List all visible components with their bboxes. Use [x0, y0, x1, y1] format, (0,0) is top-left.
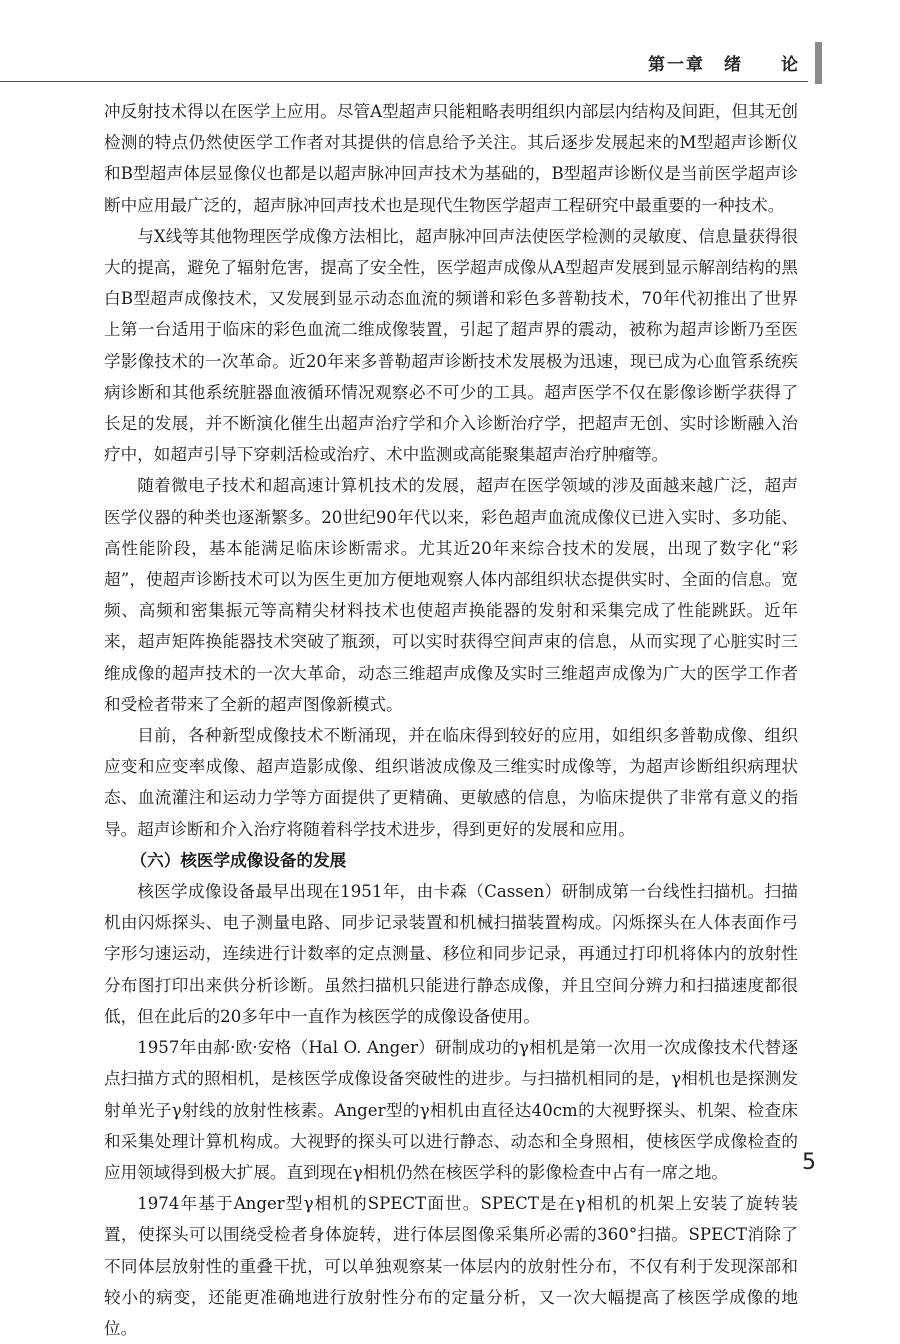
paragraph: 目前，各种新型成像技术不断涌现，并在临床得到较好的应用，如组织多普勒成像、组织应变和应变率成像、超声造影成像、组织谐波成像及三维实时成像等，为超声诊断组织病理状态、血流灌注和运动力学等方面提供了更精确、更敏感的信息，为临床提供了非常有意义的指导。超声诊断和介入治疗将随着科学技术进步，得到更好的发展和应用。 — [104, 726, 798, 839]
paragraph: 核医学成像设备最早出现在1951年，由卡森（Cassen）研制成第一台线性扫描机。扫描机由闪烁探头、电子测量电路、同步记录装置和机械扫描装置构成。闪烁探头在人体表面作弓字形匀速运动，连续进行计数率的定点测量、移位和同步记录，再通过打印机将体内的放射性分布图打印出来供分析诊断。虽然扫描机只能进行静态成像，并且空间分辨力和扫描速度都很低，但在此后的20多年中一直作为核医学的成像设备使用。 — [104, 882, 798, 1026]
page-body — [104, 96, 798, 1344]
paragraph: 随着微电子技术和超高速计算机技术的发展，超声在医学领域的涉及面越来越广泛，超声医学仪器的种类也逐渐繁多。20世纪90年代以来，彩色超声血流成像仪已进入实时、多功能、高性能阶段，基本能满足临床诊断需求。尤其近20年来综合技术的发展，出现了数字化“彩超”，使超声诊断技术可以为医生更加方便地观察人体内部组织状态提供实时、全面的信息。宽频、高频和密集振元等高精尖材料技术也使超声换能器的发射和采集完成了性能跳跃。近年来，超声矩阵换能器技术突破了瓶颈，可以实时获得空间声束的信息，从而实现了心脏实时三维成像的超声技术的一次大革命，动态三维超声成像及实时三维超声成像为广大的医学工作者和受检者带来了全新的超声图像新模式。 — [104, 476, 798, 714]
header-thumb-tab — [815, 42, 822, 84]
header-rule — [0, 81, 808, 82]
chapter-title: 第一章 绪 论 — [648, 55, 800, 75]
paragraph-continued: 冲反射技术得以在医学上应用。尽管A型超声只能粗略表明组织内部层内结构及间距，但其无创检测的特点仍然使医学工作者对其提供的信息给予关注。其后逐步发展起来的M型超声诊断仪和B型超声体层显像仪也都是以超声脉冲回声技术为基础的，B型超声诊断仪是当前医学超声诊断中应用最广泛的，超声脉冲回声技术也是现代生物医学超声工程研究中最重要的一种技术。 — [104, 102, 798, 215]
paragraph: 与X线等其他物理医学成像方法相比，超声脉冲回声法使医学检测的灵敏度、信息量获得很大的提高，避免了辐射危害，提高了安全性，医学超声成像从A型超声发展到显示解剖结构的黑白B型超声成像技术，又发展到显示动态血流的频谱和彩色多普勒技术，70年代初推出了世界上第一台适用于临床的彩色血流二维成像装置，引起了超声界的震动，被称为超声诊断乃至医学影像技术的一次革命。近20年来多普勒超声诊断技术发展极为迅速，现已成为心血管系统疾病诊断和其他系统脏器血液循环情况观察必不可少的工具。超声医学不仅在影像诊断学获得了长足的发展，并不断演化催生出超声治疗学和介入诊断治疗学，把超声无创、实时诊断融入治疗中，如超声引导下穿刺活检或治疗、术中监测或高能聚集超声治疗肿瘤等。 — [104, 226, 798, 465]
section-heading: （六）核医学成像设备的发展 — [130, 850, 347, 870]
paragraph: 1957年由郝·欧·安格（Hal O. Anger）研制成功的γ相机是第一次用一次成像技术代替逐点扫描方式的照相机，是核医学成像设备突破性的进步。与扫描机相同的是，γ相机也是探测发射单光子γ射线的放射性核素。Anger型的γ相机由直径达40cm的大视野探头、机架、检查床和采集处理计算机构成。大视野的探头可以进行静态、动态和全身照相，使核医学成像检查的应用领域得到极大扩展。直到现在γ相机仍然在核医学科的影像检查中占有一席之地。 — [104, 1038, 798, 1182]
paragraph: 1974年基于Anger型γ相机的SPECT面世。SPECT是在γ相机的机架上安装了旋转装置，使探头可以围绕受检者身体旋转，进行体层图像采集所必需的360°扫描。SPECT消除了不同体层放射性的重叠干扰，可以单独观察某一体层内的放射性分布，不仅有利于发现深部和较小的病变，还能更准确地进行放射性分布的定量分析，又一次大幅提高了核医学成像的地位。 — [104, 1194, 798, 1338]
running-header — [0, 42, 900, 92]
page-number: 5 — [802, 1150, 816, 1175]
